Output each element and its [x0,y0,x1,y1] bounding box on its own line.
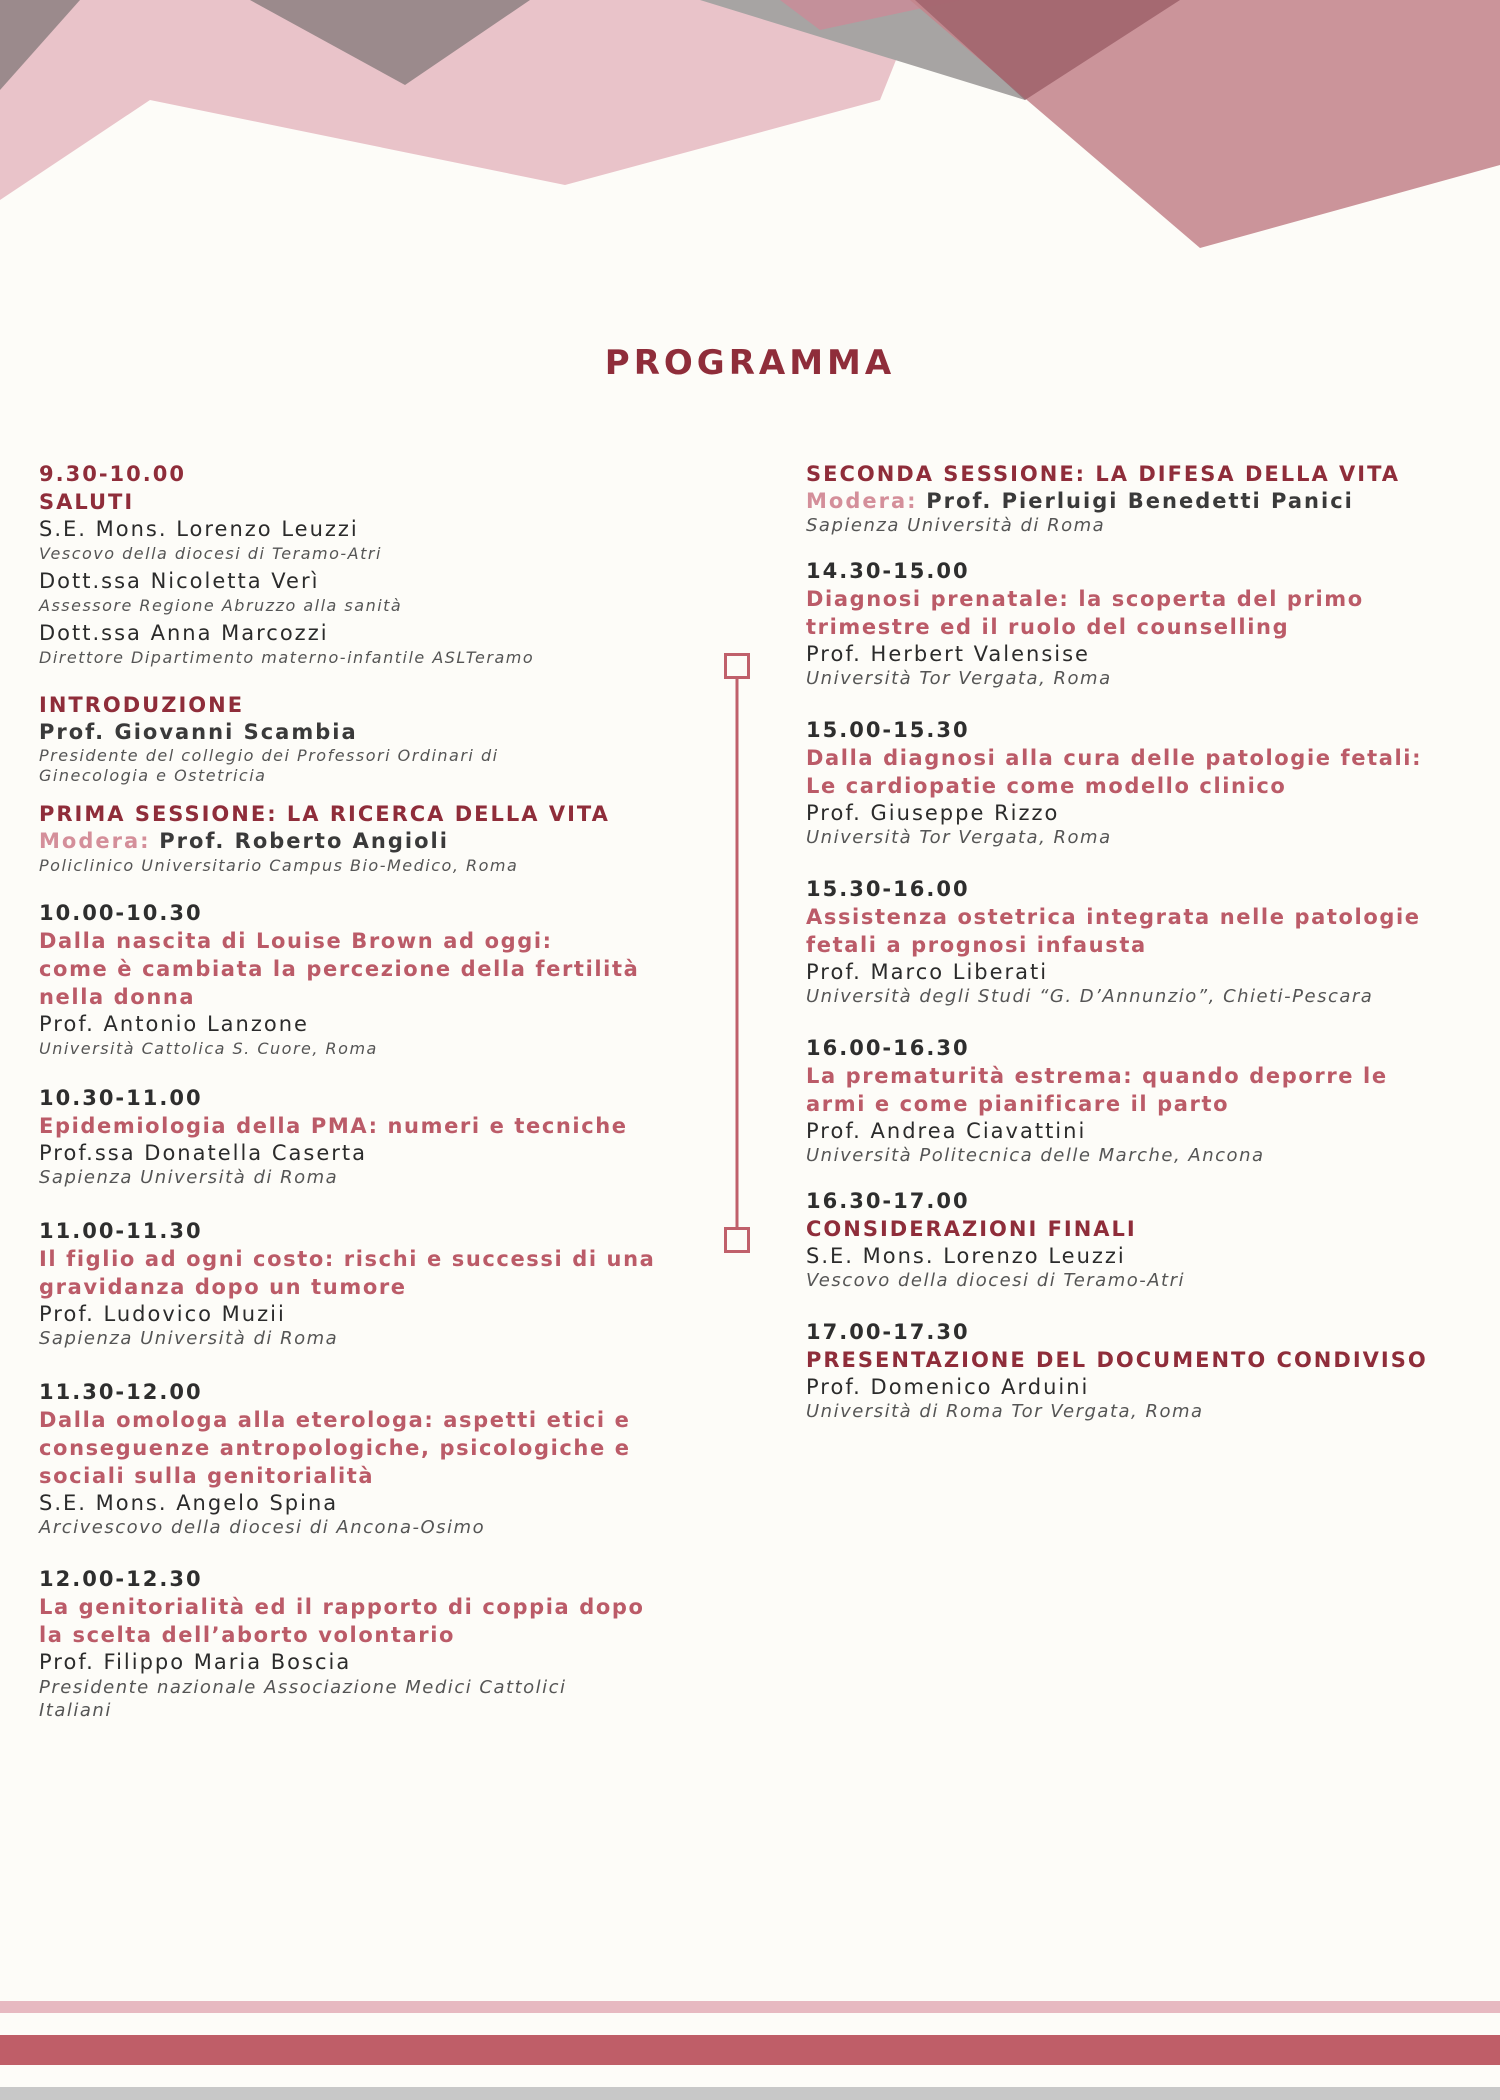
moderator-affiliation: Policlinico Universitario Campus Bio-Medico, Roma [39,856,519,875]
talk-title: Assistenza ostetrica integrata nelle patologie [806,905,1421,929]
talk-title: la scelta dell’aborto volontario [39,1623,456,1647]
talk-title: Dalla diagnosi alla cura delle patologie fetali: [806,746,1423,770]
talk-title: nella donna [39,985,196,1009]
introduzione-heading: INTRODUZIONE [39,693,245,717]
talk-time: 16.00-16.30 [806,1036,970,1060]
timeline-decoration [724,653,750,1253]
speaker-affiliation: Università Cattolica S. Cuore, Roma [39,1039,378,1058]
talk-block [806,716,1486,849]
speaker-name: Dott.ssa Anna Marcozzi [39,621,329,645]
talk-time: 12.00-12.30 [39,1567,203,1591]
speaker-affiliation: Università Tor Vergata, Roma [806,668,1112,689]
speaker-affiliation: Arcivescovo della diocesi di Ancona-Osimo [39,1517,486,1538]
talk-time: 14.30-15.00 [806,559,970,583]
speaker-affiliation: Università Tor Vergata, Roma [806,827,1112,848]
talk-block [39,1084,719,1189]
speaker-name: Prof. Giovanni Scambia [39,720,358,744]
talk-title: conseguenze antropologiche, psicologiche e [39,1436,631,1460]
talk-block [806,557,1486,690]
talk-title: Le cardiopatie come modello clinico [806,774,1287,798]
talk-time: 11.30-12.00 [39,1380,203,1404]
talk-title: La genitorialità ed il rapporto di coppia dopo [39,1595,645,1619]
introduzione-block [39,691,719,786]
speaker-name: Prof. Giuseppe Rizzo [806,801,1060,825]
talk-title: Dalla omologa alla eterologa: aspetti etici e [39,1408,631,1432]
speaker-affiliation: Vescovo della diocesi di Teramo-Atri [806,1270,1186,1291]
considerazioni-block [806,1187,1486,1292]
seconda-sessione-heading: SECONDA SESSIONE: LA DIFESA DELLA VITA [806,462,1401,486]
talk-title: Diagnosi prenatale: la scoperta del primo [806,587,1364,611]
moderator-name: Prof. Pierluigi Benedetti Panici [926,489,1354,513]
prima-sessione-block [39,800,719,877]
speaker-affiliation: Assessore Regione Abruzzo alla sanità [39,596,403,615]
saluti-block [39,460,719,669]
talk-time: 15.00-15.30 [806,718,970,742]
timeline-square-bottom [726,1229,749,1252]
left-column [39,460,719,1748]
speaker-affiliation: Università Politecnica delle Marche, Ancona [806,1145,1265,1166]
speaker-affiliation: Università di Roma Tor Vergata, Roma [806,1401,1204,1422]
prima-sessione-heading: PRIMA SESSIONE: LA RICERCA DELLA VITA [39,802,610,826]
talk-title: Dalla nascita di Louise Brown ad oggi: [39,929,553,953]
speaker-affiliation: Sapienza Università di Roma [39,1167,339,1188]
considerazioni-time: 16.30-17.00 [806,1189,970,1213]
talk-title: La prematurità estrema: quando deporre le [806,1064,1388,1088]
speaker-affiliation: Ginecologia e Ostetricia [39,766,267,785]
talk-title: gravidanza dopo un tumore [39,1275,407,1299]
talk-block [39,1378,719,1539]
speaker-name: S.E. Mons. Lorenzo Leuzzi [39,517,359,541]
footer-stripe-pink [0,2001,1500,2013]
speaker-affiliation: Presidente del collegio dei Professori Ordinari di [39,746,499,765]
presentazione-heading: PRESENTAZIONE DEL DOCUMENTO CONDIVISO [806,1348,1428,1372]
right-column [806,460,1486,1449]
talk-block [806,1034,1486,1167]
speaker-name: Prof. Andrea Ciavattini [806,1119,1087,1143]
moderator-name: Prof. Roberto Angioli [159,829,449,853]
speaker-name: Prof.ssa Donatella Caserta [39,1141,367,1165]
speaker-affiliation: Sapienza Università di Roma [39,1328,339,1349]
seconda-sessione-block [806,460,1486,537]
talk-title: fetali a prognosi infausta [806,933,1147,957]
saluti-heading: SALUTI [39,490,135,514]
speaker-name: Prof. Marco Liberati [806,960,1049,984]
talk-time: 10.00-10.30 [39,901,203,925]
moderator-line [39,828,719,855]
talk-time: 11.00-11.30 [39,1219,203,1243]
talk-block [39,899,719,1060]
considerazioni-heading: CONSIDERAZIONI FINALI [806,1217,1137,1241]
page-title: PROGRAMMA [604,343,896,383]
speaker-affiliation: Presidente nazionale Associazione Medici Cattolici [39,1677,567,1698]
footer-stripe-grey [0,2087,1500,2100]
talk-block [39,1565,719,1722]
talk-block [806,875,1486,1008]
moderator-label: Modera: [806,489,918,513]
speaker-affiliation: Direttore Dipartimento materno-infantile ASLTeramo [39,648,535,667]
talk-title: armi e come pianificare il parto [806,1092,1230,1116]
presentazione-block [806,1318,1486,1423]
talk-time: 15.30-16.00 [806,877,970,901]
talk-time: 10.30-11.00 [39,1086,203,1110]
speaker-name: Prof. Ludovico Muzii [39,1302,286,1326]
talk-title: Epidemiologia della PMA: numeri e tecniche [39,1114,628,1138]
speaker-name: Prof. Domenico Arduini [806,1375,1090,1399]
speaker-name: S.E. Mons. Lorenzo Leuzzi [806,1244,1126,1268]
speaker-name: S.E. Mons. Angelo Spina [39,1491,339,1515]
presentazione-time: 17.00-17.30 [806,1320,970,1344]
speaker-affiliation: Università degli Studi “G. D’Annunzio”, Chieti-Pescara [806,986,1374,1007]
talk-title: sociali sulla genitorialità [39,1464,375,1488]
speaker-affiliation: Vescovo della diocesi di Teramo-Atri [39,544,382,563]
footer-stripe-rose [0,2035,1500,2065]
moderator-label: Modera: [39,829,151,853]
header-decoration [0,0,1500,260]
talk-title: Il figlio ad ogni costo: rischi e successi di una [39,1247,656,1271]
moderator-line [806,488,1486,515]
talk-block [39,1217,719,1350]
speaker-affiliation: Italiani [39,1700,112,1721]
saluti-time: 9.30-10.00 [39,462,186,486]
speaker-name: Dott.ssa Nicoletta Verì [39,569,320,593]
timeline-square-top [726,655,749,678]
speaker-name: Prof. Antonio Lanzone [39,1012,309,1036]
moderator-affiliation: Sapienza Università di Roma [806,515,1106,536]
speaker-name: Prof. Filippo Maria Boscia [39,1650,352,1674]
talk-title: trimestre ed il ruolo del counselling [806,615,1290,639]
speaker-name: Prof. Herbert Valensise [806,642,1090,666]
talk-title: come è cambiata la percezione della fertilità [39,957,640,981]
